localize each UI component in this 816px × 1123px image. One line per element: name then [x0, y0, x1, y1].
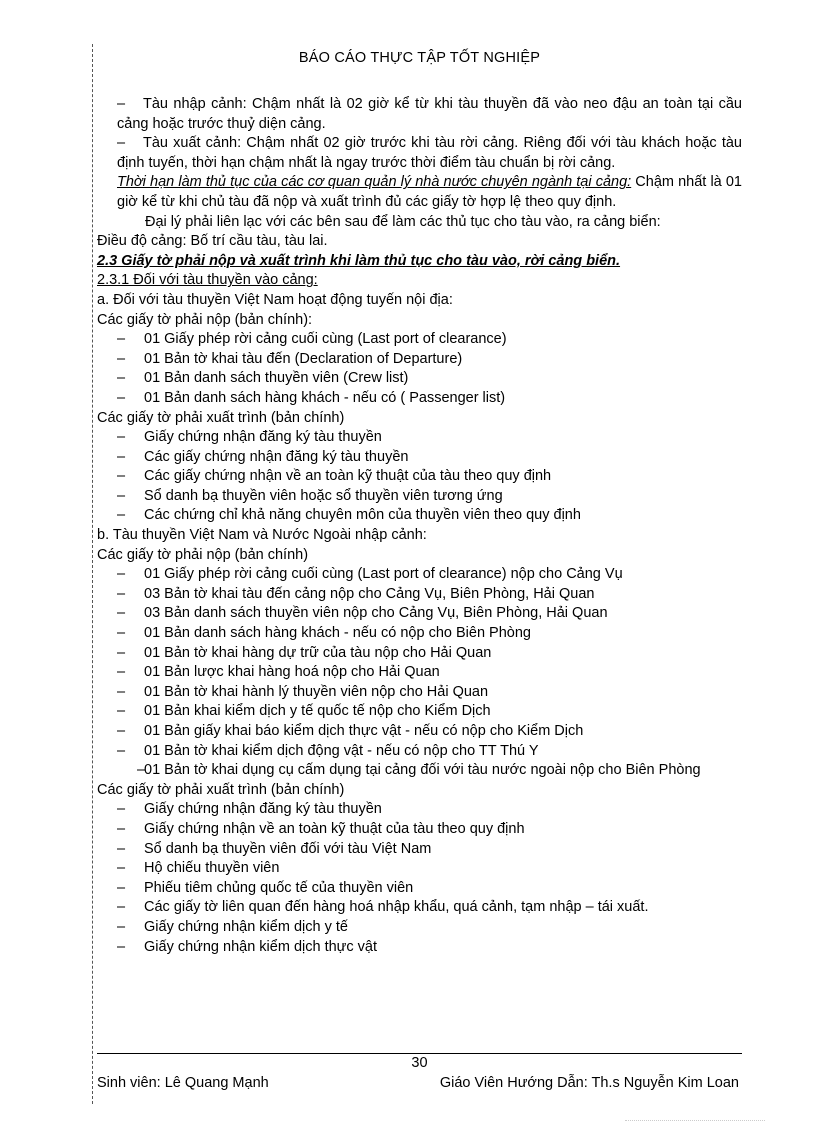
list-item: – 01 Bản giấy khai báo kiểm dịch thực vật - nếu có nộp cho Kiểm Dịch	[97, 722, 742, 742]
part-a-submit-list	[97, 330, 742, 408]
list-item: – 01 Bản tờ khai hành lý thuyền viên nộp cho Hải Quan	[97, 683, 742, 703]
footer-advisor: Giáo Viên Hướng Dẫn: Th.s Nguyễn Kim Loan	[439, 1075, 739, 1091]
list-item: – 01 Giấy phép rời cảng cuối cùng (Last port of clearance)	[97, 330, 742, 350]
part-a-title: a. Đối với tàu thuyền Việt Nam hoạt động tuyến nội địa:	[97, 291, 453, 308]
dash-bullet: –	[137, 762, 146, 779]
paragraph-port-dispatch: Điều độ cảng: Bố trí cầu tàu, tàu lai.	[97, 233, 328, 250]
part-a-submit-label: Các giấy tờ phải nộp (bản chính):	[97, 311, 313, 328]
dash-bullet: –	[117, 703, 126, 720]
dash-bullet: –	[117, 429, 126, 446]
authorities-rest: Chậm nhất là 01 giờ kể từ khi chủ tàu đã nộp và xuất trình đủ các giấy tờ hợp lệ theo quy định.	[117, 174, 742, 210]
dash-bullet: –	[117, 840, 126, 857]
corner-dotted-mark	[625, 1120, 765, 1121]
dash-bullet: –	[117, 370, 126, 387]
dash-bullet: –	[117, 96, 126, 112]
paragraph-departure	[97, 134, 742, 173]
dash-bullet: –	[117, 860, 126, 877]
dash-bullet: –	[117, 389, 126, 406]
paragraph-arrival-text: Tàu nhập cảnh: Chậm nhất là 02 giờ kể từ khi tàu thuyền đã vào neo đậu an toàn tại cầu cảng hoặc trước thuỷ diện cảng.	[117, 96, 742, 132]
part-b-title: b. Tàu thuyền Việt Nam và Nước Ngoài nhập cảnh:	[97, 527, 427, 544]
subsection-heading: 2.3.1 Đối với tàu thuyền vào cảng:	[97, 272, 318, 289]
part-b-present-list	[97, 800, 742, 957]
list-item: – 01 Bản danh sách thuyền viên (Crew list)	[97, 369, 742, 389]
dash-bullet: –	[117, 605, 126, 622]
list-item: – 03 Bản tờ khai tàu đến cảng nộp cho Cảng Vụ, Biên Phòng, Hải Quan	[97, 585, 742, 605]
paragraph-departure-text: Tàu xuất cảnh: Chậm nhất 02 giờ trước khi tàu rời cảng. Riêng đối với tàu khách hoặc tàu định tuyến, thời hạn chậm nhất là ngay trước thời điểm tàu chuẩn bị rời cảng.	[117, 135, 742, 171]
dash-bullet: –	[117, 899, 126, 916]
dash-bullet: –	[117, 585, 126, 602]
list-item: – Sổ danh bạ thuyền viên hoặc sổ thuyền viên tương ứng	[97, 487, 742, 507]
paragraph-arrival	[97, 95, 742, 134]
authorities-lead: Thời hạn làm thủ tục của các cơ quan quản lý nhà nước chuyên ngành tại cảng:	[117, 174, 632, 191]
dash-bullet: –	[117, 135, 126, 152]
part-a-present-list	[97, 428, 742, 526]
list-item: – Giấy chứng nhận đăng ký tàu thuyền	[97, 428, 742, 448]
dash-bullet: –	[117, 350, 126, 367]
dash-bullet: –	[117, 664, 126, 681]
part-b-submit-list	[97, 565, 742, 781]
dash-bullet: –	[117, 507, 126, 524]
dash-bullet: –	[117, 683, 126, 700]
list-item: – 01 Bản tờ khai kiểm dịch động vật - nếu có nộp cho TT Thú Y	[97, 742, 742, 762]
dash-bullet: –	[117, 742, 126, 759]
list-item: – Phiếu tiêm chủng quốc tế của thuyền viên	[97, 879, 742, 899]
list-item: – Giấy chứng nhận về an toàn kỹ thuật của tàu theo quy định	[97, 820, 742, 840]
page-number: 30	[411, 1055, 428, 1071]
list-item: – Các giấy chứng nhận về an toàn kỹ thuật của tàu theo quy định	[97, 467, 742, 487]
list-item: – Giấy chứng nhận đăng ký tàu thuyền	[97, 800, 742, 820]
dash-bullet: –	[117, 801, 126, 818]
list-item: – Hộ chiếu thuyền viên	[97, 859, 742, 879]
list-item: – 01 Bản danh sách hàng khách - nếu có nộp cho Biên Phòng	[97, 624, 742, 644]
footer-divider	[97, 1053, 742, 1054]
paragraph-agent: Đại lý phải liên lạc với các bên sau để làm các thủ tục cho tàu vào, ra cảng biển:	[145, 213, 661, 230]
list-item: – Các giấy tờ liên quan đến hàng hoá nhập khẩu, quá cảnh, tạm nhập – tái xuất.	[97, 898, 742, 918]
page-header: BÁO CÁO THỰC TẬP TỐT NGHIỆP	[298, 50, 541, 66]
part-b-submit-label: Các giấy tờ phải nộp (bản chính)	[97, 546, 309, 563]
dash-bullet: –	[117, 625, 126, 642]
list-item: – Giấy chứng nhận kiểm dịch y tế	[97, 918, 742, 938]
footer-student: Sinh viên: Lê Quang Mạnh	[97, 1075, 269, 1091]
dash-bullet: –	[117, 468, 126, 485]
dash-bullet: –	[117, 331, 126, 348]
list-item: – Sổ danh bạ thuyền viên đối với tàu Việt Nam	[97, 840, 742, 860]
document-body	[97, 95, 742, 957]
part-a-present-label: Các giấy tờ phải xuất trình (bản chính)	[97, 409, 345, 426]
list-item: – Các giấy chứng nhận đăng ký tàu thuyền	[97, 448, 742, 468]
dash-bullet: –	[117, 918, 126, 935]
list-item: –01 Bản tờ khai dụng cụ cấm dụng tại cảng đối với tàu nước ngoài nộp cho Biên Phòng	[97, 761, 742, 781]
paragraph-authorities	[97, 173, 742, 212]
dash-bullet: –	[117, 644, 126, 661]
list-item: – Giấy chứng nhận kiểm dịch thực vật	[97, 938, 742, 958]
list-item: – 01 Bản tờ khai hàng dự trữ của tàu nộp cho Hải Quan	[97, 644, 742, 664]
list-item: – 01 Bản tờ khai tàu đến (Declaration of Departure)	[97, 350, 742, 370]
list-item: – 01 Giấy phép rời cảng cuối cùng (Last port of clearance) nộp cho Cảng Vụ	[97, 565, 742, 585]
dash-bullet: –	[117, 566, 126, 583]
binding-margin-line	[92, 44, 93, 1104]
part-b-present-label: Các giấy tờ phải xuất trình (bản chính)	[97, 781, 345, 798]
list-item: – 01 Bản danh sách hàng khách - nếu có ( Passenger list)	[97, 389, 742, 409]
list-item: – 01 Bản khai kiểm dịch y tế quốc tế nộp cho Kiểm Dịch	[97, 702, 742, 722]
dash-bullet: –	[117, 820, 126, 837]
section-heading: 2.3 Giấy tờ phải nộp và xuất trình khi làm thủ tục cho tàu vào, rời cảng biển.	[97, 252, 621, 269]
list-item: – 03 Bản danh sách thuyền viên nộp cho Cảng Vụ, Biên Phòng, Hải Quan	[97, 604, 742, 624]
dash-bullet: –	[117, 879, 126, 896]
dash-bullet: –	[117, 487, 126, 504]
dash-bullet: –	[117, 938, 126, 955]
dash-bullet: –	[117, 723, 126, 739]
list-item: – Các chứng chỉ khả năng chuyên môn của thuyền viên theo quy định	[97, 506, 742, 526]
list-item: – 01 Bản lược khai hàng hoá nộp cho Hải Quan	[97, 663, 742, 683]
dash-bullet: –	[117, 448, 126, 465]
